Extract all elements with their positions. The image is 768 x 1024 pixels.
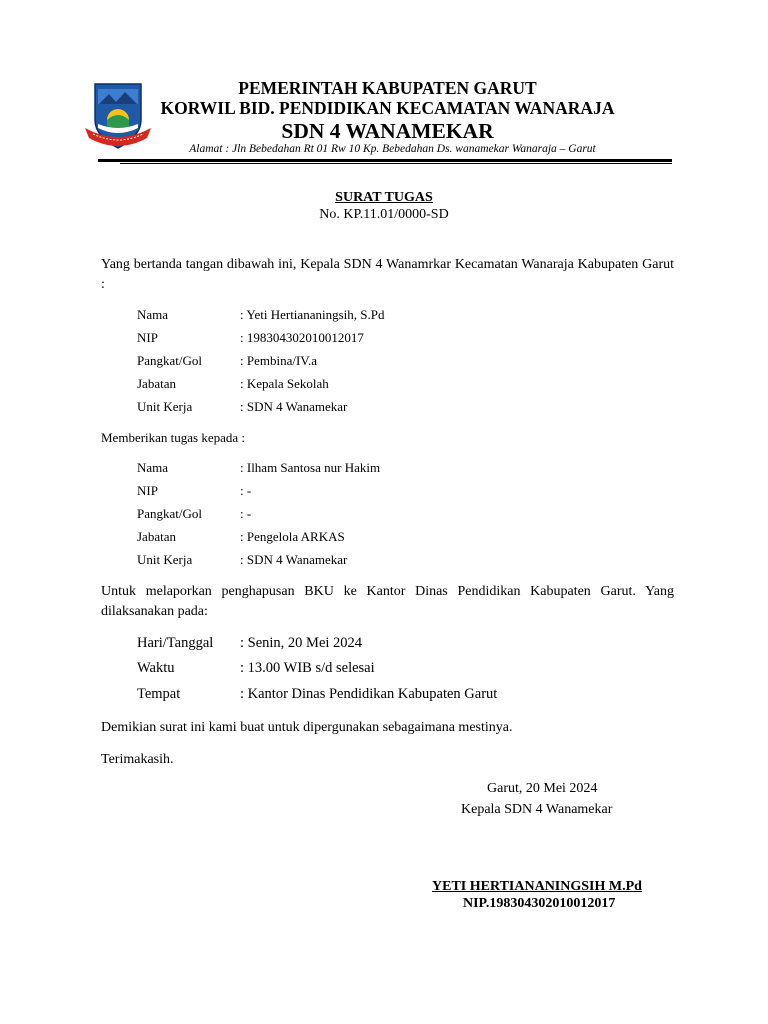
row-value: : -: [240, 506, 252, 521]
row-label: Jabatan: [137, 529, 176, 544]
kop-sekolah: SDN 4 WANAMEKAR: [281, 119, 494, 143]
row-value: : Kantor Dinas Pendidikan Kabupaten Garut: [240, 686, 498, 702]
row-label: Waktu: [137, 660, 175, 676]
kop-pemerintah: PEMERINTAH KABUPATEN GARUT: [238, 78, 537, 98]
row-value: : Yeti Hertiananingsih, S.Pd: [240, 307, 385, 322]
garut-emblem-icon: [83, 80, 153, 152]
row-value: : Pengelola ARKAS: [240, 529, 345, 544]
row-value: : 13.00 WIB s/d selesai: [240, 660, 375, 676]
ttd-nip: NIP.198304302010012017: [463, 896, 616, 911]
row-value: : Ilham Santosa nur Hakim: [240, 460, 381, 475]
row-label: Nama: [137, 460, 169, 475]
penutup-text: Demikian surat ini kami buat untuk dipergunakan sebagaimana mestinya.: [101, 720, 513, 735]
row-value: : SDN 4 Wanamekar: [240, 399, 348, 414]
row-label: Pangkat/Gol: [137, 353, 202, 368]
tujuan-paragraph: Untuk melaporkan penghapusan BKU ke Kantor Dinas Pendidikan Kabupaten Garut. Yang dilaksanakan pada:: [101, 584, 674, 619]
kop-divider-thin: [120, 163, 672, 164]
row-label: Jabatan: [137, 376, 176, 391]
row-value: : Senin, 20 Mei 2024: [240, 635, 363, 651]
row-label: NIP: [137, 330, 158, 345]
ttd-jabatan: Kepala SDN 4 Wanamekar: [461, 802, 613, 817]
kop-alamat: Alamat : Jln Bebedahan Rt 01 Rw 10 Kp. Bebedahan Ds. wanamekar Wanaraja – Garut: [189, 143, 596, 155]
surat-nomor: No. KP.11.01/0000-SD: [319, 207, 449, 222]
row-label: Unit Kerja: [137, 552, 193, 567]
row-value: : SDN 4 Wanamekar: [240, 552, 348, 567]
row-value: : 198304302010012017: [240, 330, 364, 345]
row-value: : Pembina/IV.a: [240, 353, 318, 368]
kop-korwil: KORWIL BID. PENDIDIKAN KECAMATAN WANARAJA: [160, 98, 615, 118]
row-label: Tempat: [137, 686, 181, 702]
row-label: Hari/Tanggal: [137, 635, 214, 651]
surat-judul: SURAT TUGAS: [335, 190, 433, 205]
ttd-tempat-tanggal: Garut, 20 Mei 2024: [487, 781, 598, 796]
memberikan-tugas-text: Memberikan tugas kepada :: [101, 430, 246, 445]
row-value: : Kepala Sekolah: [240, 376, 329, 391]
row-label: Pangkat/Gol: [137, 506, 202, 521]
row-label: NIP: [137, 483, 158, 498]
kop-divider-thick: [98, 159, 672, 162]
row-value: : -: [240, 483, 252, 498]
intro-paragraph: Yang bertanda tangan dibawah ini, Kepala SDN 4 Wanamrkar Kecamatan Wanaraja Kabupaten Garut :: [101, 257, 674, 292]
terima-kasih-text: Terimakasih.: [101, 752, 174, 767]
ttd-nama: YETI HERTIANANINGSIH M.Pd: [432, 879, 642, 894]
row-label: Unit Kerja: [137, 399, 193, 414]
row-label: Nama: [137, 307, 169, 322]
